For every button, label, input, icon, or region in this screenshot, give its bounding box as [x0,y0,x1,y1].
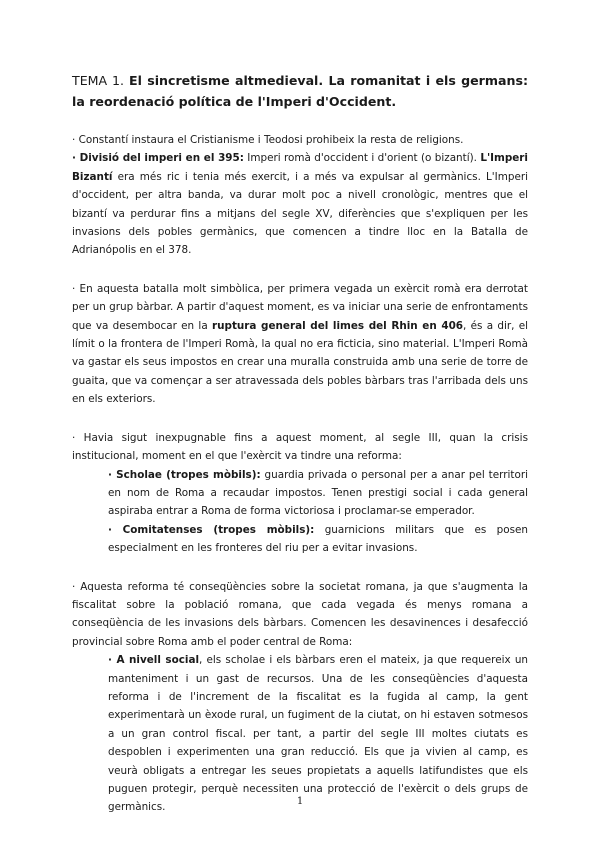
spacer [72,409,528,429]
text-batalla-2: , és a dir, el límit o la frontera de l'Imperi Romà, la qual no era ficticia, sino material. L'Imperi Romà va gastar els seus impostos en crear una muralla construida amb una serie de torre de guaita, que va començar a ser atravessada dels pobles bàrbars tras l'arribada dels uns en els exteriors. [72,319,529,406]
title-prefix: TEMA 1. [72,73,129,88]
list-item-scholae [108,466,528,521]
spacer [72,558,528,578]
bold-imperi-bizanti: L'Imperi Bizantí [72,152,528,183]
list-item-comitatenses [108,521,528,558]
page-number: 1 [296,796,304,807]
paragraph-batalla [72,280,528,409]
list-item-nivell-social [108,651,528,817]
text-divisio-2: era més ric i tenia més exercit, i a més va expulsar al germànics. L'Imperi d'occident, per altra banda, va durar molt poc a nivell cronològic, mentres que el bizantí va perdurar fins a mitjans del segle XV, diferències que s'expliquen per les invasions dels pobles germànics, que comencen a tindre lloc en la Batalla de Adrianópolis en el 378. [72,170,528,257]
text-divisio-1: Imperi romà d'occident i d'orient (o bizantí). [243,152,481,165]
text-scholae: guardia privada o personal per a anar pel territori en nom de Roma a recaudar impostos. Tenen prestigi social i cada general aspiraba entrar a Roma de forma victoriosa i proclamar-se emperador. [108,468,528,518]
document-page [72,70,528,817]
bold-ruptura-limes: ruptura general del limes del Rhin en 406 [211,319,464,332]
paragraph-consequencies-intro: · Aquesta reforma té conseqüències sobre la societat romana, ja que s'augmenta la fiscalitat sobre la població romana, que cada vegada és menys romana a conseqüència de les invasions dels bàrbars. Comencen les desavinences i desafecció provincial sobre Roma amb el poder central de Roma: [72,580,528,648]
text-comitatenses: guarnicions militars que es posen especialment en les fronteres del riu per a evitar invasions. [108,523,528,555]
document-title [72,70,528,112]
bold-scholae: · Scholae (tropes mòbils): [108,468,261,481]
title-text: El sincretisme altmedieval. La romanitat i els germans: la reordenació política de l'Imperi d'Occident. [72,73,529,109]
text-nivell-social: , els scholae i els bàrbars eren el mateix, ja que requereix un manteniment i un gast de recursos. Una de les conseqüències d'aquesta reforma i de l'increment de la fiscalitat es la fugida al camp, la gent experimentarà un èxode rural, un fugiment de la ciutat, on hi estaven sotmesos a un gran control fiscal. per tant, a partir del segle III moltes ciutats es despoblen i experimenten una gran reducció. Els que ja vivien al camp, es veurà obligats a entregar les seues propietats a aquells latifundistes que els puguen protegir, perquè necessiten una protecció de l'exèrcit o dels grups de germànics. [108,654,528,814]
paragraph-reforma-intro: · Havia sigut inexpugnable fins a aquest moment, al segle III, quan la crisis institucional, moment en el que l'exèrcit va tindre una reforma: [72,431,528,463]
bold-comitatenses: · Comitatenses (tropes mòbils): [108,523,315,536]
bold-divisio: · Divisió del imperi en el 395: [72,152,244,165]
paragraph-divisio [72,149,528,259]
paragraph-constanti: · Constantí instaura el Cristianisme i Teodosi prohibeix la resta de religions. [72,134,464,146]
bold-nivell-social: · A nivell social [108,654,200,667]
spacer [72,260,528,280]
text-batalla-1: · En aquesta batalla molt simbòlica, per primera vegada un exèrcit romà era derrotat per un grup bàrbar. A partir d'aquest moment, es va iniciar una serie de enfrontaments que va desembocar en la [72,282,528,332]
